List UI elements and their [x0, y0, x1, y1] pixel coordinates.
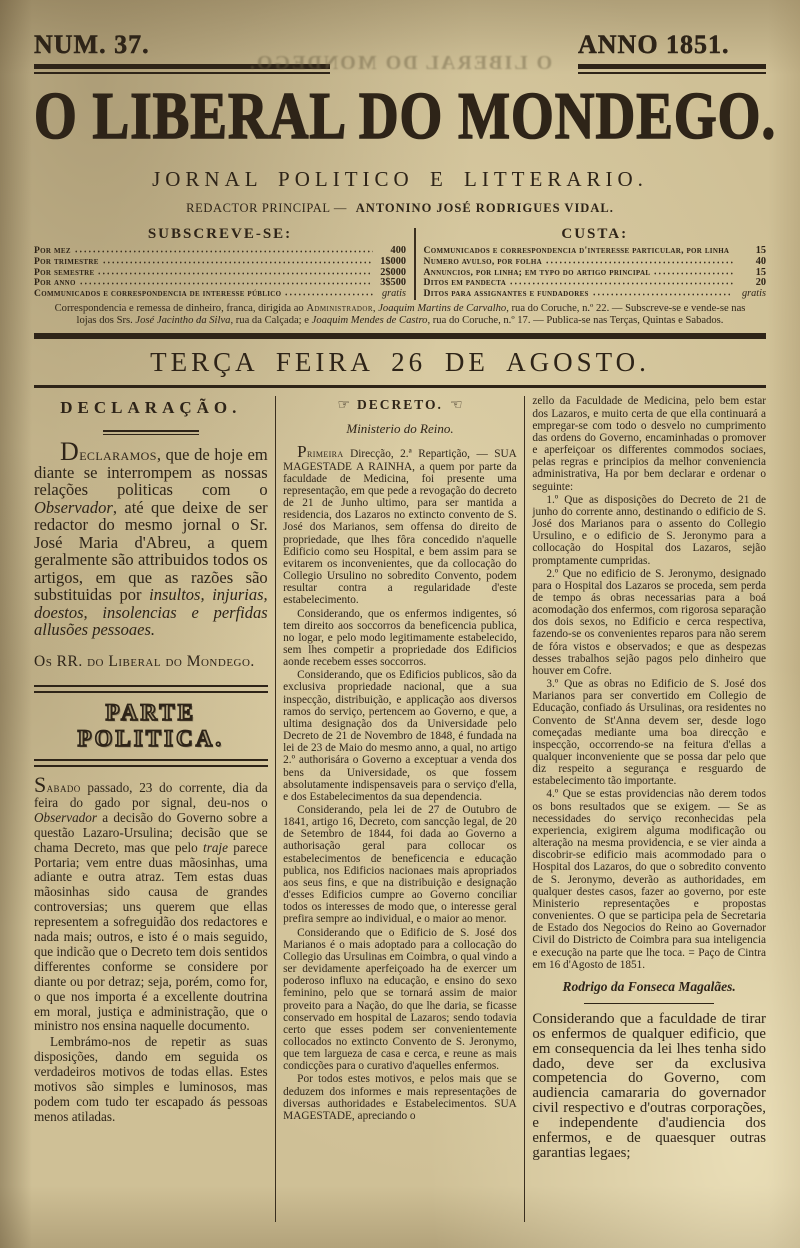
- column-decreto-continuation: [532, 394, 766, 1222]
- subscribe-row: [34, 268, 406, 279]
- pricing-column: [424, 226, 767, 300]
- terms-divider: [414, 228, 416, 300]
- dot-leader: [653, 268, 733, 275]
- subscribe-row-value: 2$000: [380, 266, 406, 278]
- issue-year: ANNO 1851.: [578, 30, 730, 59]
- issue-year-rule: [578, 64, 766, 74]
- masthead-bottom-rule: [34, 333, 766, 340]
- dateline-rule: [34, 385, 766, 388]
- dot-leader: [509, 278, 733, 285]
- issue-year-block: [578, 30, 766, 74]
- editor-name: ANTONINO JOSÉ RODRIGUES VIDAL.: [355, 201, 614, 215]
- newspaper-title: O LIBERAL DO MONDEGO.: [34, 78, 777, 153]
- dot-leader: [79, 278, 373, 285]
- pricing-row-value: 15: [755, 266, 766, 278]
- subscribe-row-value: 3$500: [380, 277, 406, 289]
- column-divider: [524, 396, 525, 1222]
- pricing-row-value: 15: [755, 245, 766, 256]
- section-rule: [34, 685, 268, 693]
- pricing-row-value: gratis: [741, 288, 766, 300]
- imprint: [34, 303, 766, 328]
- subscribe-row-value: gratis: [381, 288, 406, 300]
- issue-row: [34, 30, 766, 74]
- column-declaracao: [34, 394, 268, 1222]
- issue-number: NUM. 37.: [34, 30, 150, 59]
- imprint-line: Correspondencia e remessa de dinheiro, franca, dirigida ao Administrador, Joaquim Martins de Carvalho, rua do Coruche, n.º 22. — Subscreve-se e vende-se nas: [54, 302, 746, 314]
- subscribe-row-label: Por trimestre: [34, 255, 99, 267]
- dot-leader: [545, 257, 733, 264]
- manicule-left-icon: ☜: [449, 397, 463, 414]
- article-paragraph: Sabado passado, 23 do corrente, dia da feira do gado por signal, deu-nos o Observador a decisão do Governo sobre a questão Lazaro-Ursulina; decisão que se chama Decreto, mas que pelo traje parece Portaria; vem entre duas mãosinhas, uma adiante e outra atraz. Tem estas duas mãosinhas sido causa de grandes controversias; uns querem que ellas representem a sofreguidão dos redactores e nada mais; outros, e isto é o mais seguido, que indicão que o Decreto tem dois sentidos differentes conforme se considere por diante ou por detraz; seja, porém, como for, o que nos importa é a excellente doutrina em moral, justiça e administração, que o ministro nos ensina naquelle documento.: [34, 771, 268, 1034]
- ministry-subheading: Ministerio do Reino.: [346, 421, 454, 437]
- dot-leader: [284, 289, 373, 296]
- column-decreto: [283, 394, 517, 1222]
- section-rule: [34, 759, 268, 767]
- dot-leader: [74, 246, 373, 253]
- subscribe-column: [34, 226, 406, 300]
- subscribe-row-label: Por anno: [34, 277, 76, 289]
- issue-number-rule: [34, 64, 330, 74]
- article-paragraph: Considerando, pela lei de 27 de Outubro de 1841, artigo 16, Decreto, com sancção legal, de 20 de Setembro de 1844, foi dada ao Governo a authorisação geral para collocar os estabelecimentos de beneficencia e educação publica, nos Edificios nacionaes mais apropriados aos seus fins, e que na distribuição e designação d'esses Edificios cumpre ao Governo conciliar todos os interesses de modo que, o interesse geral prefira sempre ao individual, e o maior ao menor.: [283, 804, 517, 926]
- article-paragraph: 2.º Que no edificio de S. Jeronymo, designado para o Hospital dos Lazaros se proceda, sem perda de tempo ás obras necessarias para a boá acomodação dos enfermos, com rigorosa separação dos dois sexos, no Edificio e cerca respectiva, fazendo-se os convenientes reparos para não serem de fóra vistos e observados; e que as despezas desses trabalhos sejão pagos pelo dinheiro que houver em Cofre.: [532, 567, 766, 677]
- newspaper-subtitle: JORNAL POLITICO E LITTERARIO.: [152, 167, 648, 191]
- dot-leader: [732, 246, 733, 253]
- pricing-row-label: Numero avulso, por folha: [423, 255, 542, 267]
- article-paragraph: 1.º Que as disposições do Decreto de 21 de junho do corrente anno, destinando o edificio de S. José dos Marianos para o assento do Collegio Ursulino, e o edificio de S. Jeronymo para a collocação do Hospital dos Lazaros, sejão promptamente cumpridas.: [532, 493, 766, 567]
- article-columns: [34, 394, 766, 1222]
- article-paragraph: Primeira Direcção, 2.ª Repartição, — SUA MAGESTADE A RAINHA, a quem por parte da faculdade de Medicina, foi presente uma representação, em que pede a revogação do decreto de 21 de Junho ultimo, para ser mantida a residencia, dos Lazaros no extincto convento de S. José dos Marianos, sem offensa do direito de propriedade, que lhes fôra concedido n'aquelle Edificio como seu Hospital, e bem assim para se evitarem os inconvenientes, que da collocação do Collegio Ursulino no sobredito Convento, podem resultar contra a regularidade d'este estabelecimento.: [283, 442, 517, 607]
- declaration-rule: [103, 430, 199, 435]
- article-paragraph: Considerando, que os Edificios publicos, são da exclusiva propriedade nacional, que a sua inspecção, distribuição, e applicação aos diversos ramos do serviço, pertencem ao Governo, e que, a ultima designação dos da Universidade pelo Decreto de 21 de Novembro de 1848, é fundada na lei de 23 de Maio do mesmo anno, a qual, no artigo 2.º authorisára o Governo a exceptuar a venda dos bens da Universidade, os que fossem absolutamente indispensaveis para o serviço d'ella, e dos Estabelecimentos da sua dependencia.: [283, 669, 517, 803]
- masthead: [34, 30, 777, 216]
- pricing-row-label: Ditos para assignantes e fundadores: [423, 288, 589, 300]
- pricing-row-value: 20: [755, 277, 766, 289]
- article-paragraph: zello da Faculdade de Medicina, pelo bem estar dos Lazaros, e muito certa de que ella continuará a empregar-se com todo o desvelo no cumprimento das ordens do Governo, encaminhadas o promover e aperfeiçoar os differentes commodos sociaes, pelas regras e principios da melhor conveniencia administrativa, Ha por bem declarar e ordenar o seguinte:: [532, 395, 766, 493]
- editor-label: REDACTOR PRINCIPAL —: [186, 201, 348, 215]
- dot-leader: [97, 268, 373, 275]
- manicule-right-icon: ☞: [337, 397, 351, 414]
- subscribe-row-label: Por mez: [34, 245, 71, 256]
- subscribe-row-label: Communicados e correspondencia de interesse público: [34, 288, 282, 300]
- editor-line: [34, 201, 766, 216]
- declaration-paragraph: Declaramos, que de hoje em diante se interrompem as nossas relações politicas com o Observador, até que deixe de ser redactor do mesmo jornal o Sr. José Maria d'Abreu, a quem geralmente são attribuidos todos os artigos, em que as razões são substituidas por insultos, injurias, doestos, insolencias e perfidas allusões pessoaes.: [34, 437, 268, 640]
- subscribe-row-value: 1$000: [380, 255, 406, 267]
- article-paragraph: Lembrámo-nos de repetir as suas disposições, dando em seguida os verdadeiros motivos de todas ellas. Estes motivos são simples e luminosos, mas podem com tudo ter escapado ás pessoas menos atiladas.: [34, 1034, 268, 1124]
- dot-leader: [102, 257, 373, 264]
- bleedthrough-text: O LIBERAL DO MONDEGO.: [247, 52, 553, 74]
- column-divider: [275, 396, 276, 1222]
- pricing-row: [424, 289, 767, 300]
- closing-paragraph: Considerando que a faculdade de tirar os enfermos de qualquer edificio, que em consequencia da lei lhes tenha sido dado, deve ser da exclusiva competencia do Governo, com audiencia camararia do governador civil respectivo e d'outras corporações, e independente d'audiencia dos enfermos, e de quaesquer outras garantias legaes;: [532, 1010, 766, 1161]
- subscribe-heading: SUBSCREVE-SE:: [147, 226, 293, 242]
- imprint-line: lojas dos Srs. José Jacintho da Silva, rua da Calçada; e Joaquim Mendes de Castro, rua do Coruche, n.º 17. — Publica-se nas Terças, Quintas e Sabados.: [76, 315, 724, 327]
- subscribe-row-label: Por semestre: [34, 266, 95, 278]
- article-paragraph: Considerando que o Edificio de S. José dos Marianos é o mais adoptado para a collocação do Collegio das Ursulinas em Coimbra, o qual vindo a ser devidamente aperfeiçoado ha de exercer um poderoso influxo na educação, e ensino do sexo feminino, pelo que se tornará assim de maior proveito para a Nação, do que lhe daria, se ficasse conservado em hospital de Lazaros; sendo todavia certo que esses podem ser convenientemente collocados no extincto Convento de S. Jeronymo, que tem largueza de casa e cerca, e reune as mais condicções para o curativo d'aquelles enfermos.: [283, 926, 517, 1073]
- pricing-heading: CUSTA:: [561, 226, 629, 242]
- pricing-row-label: Communicados e correspondencia d'interesse particular, por linha: [423, 245, 730, 256]
- signature-rule: [584, 1003, 714, 1004]
- pricing-row-label: Annuncios, por linha; em typo do artigo principal: [423, 266, 651, 278]
- subscribe-row-value: 400: [390, 245, 406, 256]
- article-paragraph: 4.º Que se estas providencias não derem todos os bons resultados que se exigem. — Se as necessidades do serviço reconhecidas pela experiencia, exigirem alguma modificação ou alteração na mesma providencia, e se vier ainda a discobrir-se edificio mais acommodado para o Hospital dos Lazaros, do que o sobredito convento de S. Jeronymo, deverão as authoridades, em qualquer destes casos, fazer ao governo, por este Ministerio representações e propostas convenientes. O que se participa pela de Secretaria de Estado dos Negocios do Reino ao Governador Civil do Districto de Coimbra para sua inteligencia e execução na parte que lhe toca. = Paço de Cintra em 16 d'Agosto de 1851.: [532, 788, 766, 971]
- subscribe-row: [34, 257, 406, 268]
- decreto-heading: [283, 397, 517, 413]
- dateline: TERÇA FEIRA 26 DE AGOSTO.: [150, 347, 650, 378]
- declaration-heading: DECLARAÇÃO.: [60, 398, 242, 418]
- pricing-row-label: Ditos em pandecta: [423, 277, 507, 289]
- decreto-title: DECRETO.: [357, 397, 443, 413]
- declaration-signature: Os RR. do Liberal do Mondego.: [34, 652, 255, 670]
- article-paragraph: Por todos estes motivos, e pelos mais que se deduzem dos informes e mais representações de diversas authoridades e Estabelecimentos. SUA MAGESTADE, apreciando o: [283, 1073, 517, 1122]
- pricing-row-value: 40: [755, 255, 766, 267]
- parte-politica-heading: PARTE POLITICA.: [77, 699, 225, 751]
- article-paragraph: Considerando, que os enfermos indigentes, só tem direito aos soccorros da beneficencia publica, no logar, e pelo modo legitimamente estabelecido, sem lhes competir a propriedade dos Edificios aonde recebem esses soccorros.: [283, 607, 517, 669]
- issue-number-block: [34, 30, 330, 74]
- article-paragraph: 3.º Que as obras no Edificio de S. José dos Marianos para ser convertido em Collegio de Educação, confiado ás Ursulinas, ora residentes no Convento de St'Anna devem ser, desde logo começadas mediante uma boa direcção e inspecção, occorrendo-se na feitura d'ellas a qualquer inconveniente que se possa dar pelo que diz respeito a segurança e resguardo de estabelecimento tão importante.: [532, 678, 766, 788]
- decree-signature: Rodrigo da Fonseca Magalães.: [562, 978, 736, 994]
- pricing-row: [424, 257, 767, 268]
- terms-block: [34, 226, 766, 300]
- subscribe-row: [34, 289, 406, 300]
- dot-leader: [592, 289, 733, 296]
